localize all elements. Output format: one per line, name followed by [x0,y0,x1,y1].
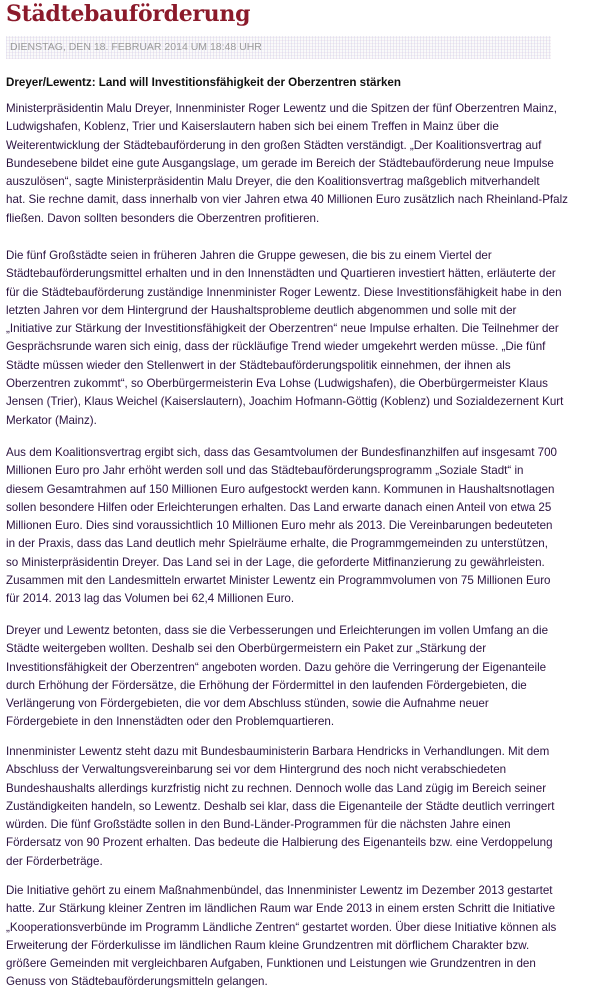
paragraph-line: Millionen Euro. Dies sind voraussichtlich 10 Millionen Euro mehr als 2013. Die Vereinbarungen bedeuteten [6,519,553,533]
paragraph-line: würden. Die fünf Großstädte sollen in den Bund-Länder-Programmen für die nächsten Jahre einen [6,818,511,832]
paragraph-line: für 2014. 2013 lag das Volumen bei 62,4 Millionen Euro. [6,592,295,606]
paragraph-2 [6,247,563,430]
paragraph-line: größere Gemeinden mit vergleichbaren Aufgaben, Funktionen und Leistungen wie Grundzentren in den [6,957,536,971]
paragraph-line: Fördersatz von 90 Prozent erhalten. Das bedeute die Halbierung des Eigenanteils bzw. eine Verdoppelung [6,836,553,850]
paragraph-line: Oberzentren zukommt“, so Oberbürgermeisterin Eva Lohse (Ludwigshafen), die Oberbürgermeister Klaus [6,377,548,391]
paragraph-5 [6,743,554,871]
paragraph-line: Die fünf Großstädte seien in früheren Jahren die Gruppe gewesen, die bis zu einem Viertel der [6,249,492,262]
paragraph-line: Zuständigkeiten handeln, so Lewentz. Deshalb sei klar, dass die Eigenanteile der Städte deutlich verringert [6,799,555,813]
paragraph-line: in der Praxis, dass das Land deutlich mehr Spielräume erhalte, die Programmgemeinden zu unterstützen, [6,537,548,551]
paragraph-line: Erweiterung der Förderkulisse im ländlichen Raum kleine Grundzentren mit dörflichem Charakter bzw. [6,938,530,952]
paragraph-line: Jensen (Trier), Klaus Weichel (Kaiserslautern), Joachim Hofmann-Göttig (Koblenz) und Sozialdezernent Kurt [6,395,564,409]
paragraph-line: Gesprächsrunde waren sich einig, dass der rückläufige Trend wieder umgekehrt werden müsse. „Die fünf [6,340,546,354]
paragraph-4 [6,622,548,732]
paragraph-line: Bundeshaushalts allerdings kurzfristig nicht zu rechnen. Dennoch wolle das Land zügig im Bereich seiner [6,781,547,795]
paragraph-line: Weiterentwicklung der Städtebauförderung in den großen Städten verständigt. „Der Koalitionsvertrag auf [6,138,542,152]
dateline-bar [6,36,551,59]
paragraph-line: Städte weitergeben wollten. Deshalb sei den Oberbürgermeistern ein Paket zur „Stärkung der [6,642,487,656]
paragraph-line: Bundesebene bildet eine gute Ausgangslage, um gerade im Bereich der Städtebauförderung neue Impulse [6,156,554,170]
paragraph-line: Ludwigshafen, Koblenz, Trier und Kaiserslautern haben sich bei einem Treffen in Mainz über die [6,120,499,134]
paragraph-line: Ministerpräsidentin Malu Dreyer, Innenminister Roger Lewentz und die Spitzen der fünf Oberzentren Mainz, [6,102,557,115]
paragraph-line: Städtebauförderungsmittel erhalten und in den Innenstädten und Quartieren investiert hätten, erläuterte der [6,267,556,281]
paragraph-line: Abschluss der Verwaltungsvereinbarung sei vor dem Hintergrund des noch nicht verabschiedeten [6,763,507,777]
paragraph-line: Genuss von Städtebauförderungsmitteln gelangen. [6,975,268,989]
paragraph-line: „Initiative zur Stärkung der Investitionsfähigkeit der Oberzentren“ neue Impulse erhalten. Die Teilnehmer der [6,322,559,336]
paragraph-line: letzten Jahren vor dem Hintergrund der Haushaltsprobleme deutlich abgenommen und solle mit der [6,303,517,317]
paragraph-line: Verlängerung von Fördergebieten, die vor dem Abschluss stünden, sowie die Aufnahme neuer [6,697,489,711]
paragraph-line: sollen besondere Hilfen oder Erleichterungen erhalten. Das Land erwarte danach einen Anteil von etwa 25 [6,500,552,514]
paragraph-line: Investitionsfähigkeit der Oberzentren“ angeboten worden. Dazu gehöre die Verringerung der Eigenanteile [6,660,547,674]
paragraph-line: Millionen Euro pro Jahr erhöht werden soll und das Städtebauförderungsprogramm „Soziale Stadt“ in [6,464,524,478]
paragraph-line: „Kooperationsverbünde im Programm Ländliche Zentren“ gestartet worden. Über diese Initiative können als [6,920,557,934]
article-subtitle: Dreyer/Lewentz: Land will Investitionsfähigkeit der Oberzentren stärken [6,76,401,89]
paragraph-line: für die Städtebauförderung zuständige Innenminister Roger Lewentz. Diese Investitionsfähigkeit habe in den [6,285,562,299]
paragraph-line: Fördergebiete in den Innenstädten oder den Problemquartieren. [6,715,335,729]
paragraph-line: Städte müssen wieder den Stellenwert in der Städtebauförderungspolitik einnehmen, der ihnen als [6,358,511,372]
paragraph-line: hat. Sie rechne damit, dass innerhalb von vier Jahren etwa 40 Millionen Euro zusätzlich nach Rheinland-Pfalz [6,193,568,207]
paragraph-line: hatte. Zur Stärkung kleiner Zentren im ländlichen Raum war Ende 2013 in einem ersten Schritt die Initiative [6,902,556,916]
paragraph-line: auszulösen“, sagte Ministerpräsidentin Malu Dreyer, die den Koalitionsvertrag maßgeblich mitverhandelt [6,175,540,189]
paragraph-line: diesem Gesamtrahmen auf 150 Millionen Euro aufgestockt werden kann. Kommunen in Haushaltsnotlagen [6,482,555,496]
paragraph-line: der Förderbeträge. [6,854,103,868]
dateline: DIENSTAG, DEN 18. FEBRUAR 2014 UM 18:48 UHR [10,41,262,53]
paragraph-line: Dreyer und Lewentz betonten, dass sie die Verbesserungen und Erleichterungen im vollen Umfang an die [6,624,549,637]
paragraph-line: Merkator (Mainz). [6,413,97,427]
paragraph-line: durch Erhöhung der Fördersätze, die Erhöhung der Fördermittel in den laufenden Fördergebieten, die [6,678,527,692]
paragraph-line: Die Initiative gehört zu einem Maßnahmenbündel, das Innenminister Lewentz im Dezember 2013 gestartet [6,884,553,897]
paragraph-line: Aus dem Koalitionsvertrag ergibt sich, dass das Gesamtvolumen der Bundesfinanzhilfen auf insgesamt 700 [6,446,558,459]
paragraph-6 [6,882,556,992]
paragraph-3 [6,444,557,609]
paragraph-line: fließen. Davon sollten besonders die Oberzentren profitieren. [6,211,320,225]
paragraph-line: Zusammen mit den Landesmitteln erwartet Minister Lewentz ein Programmvolumen von 75 Millionen Euro [6,574,551,588]
article-title: Städtebauförderung [6,1,251,27]
paragraph-line: so Ministerpräsidentin Dreyer. Das Land sei in der Lage, die geforderte Mitfinanzierung zu gewährleisten. [6,555,545,569]
paragraph-1 [6,100,568,228]
paragraph-line: Innenminister Lewentz steht dazu mit Bundesbauministerin Barbara Hendricks in Verhandlungen. Mit dem [6,745,550,758]
